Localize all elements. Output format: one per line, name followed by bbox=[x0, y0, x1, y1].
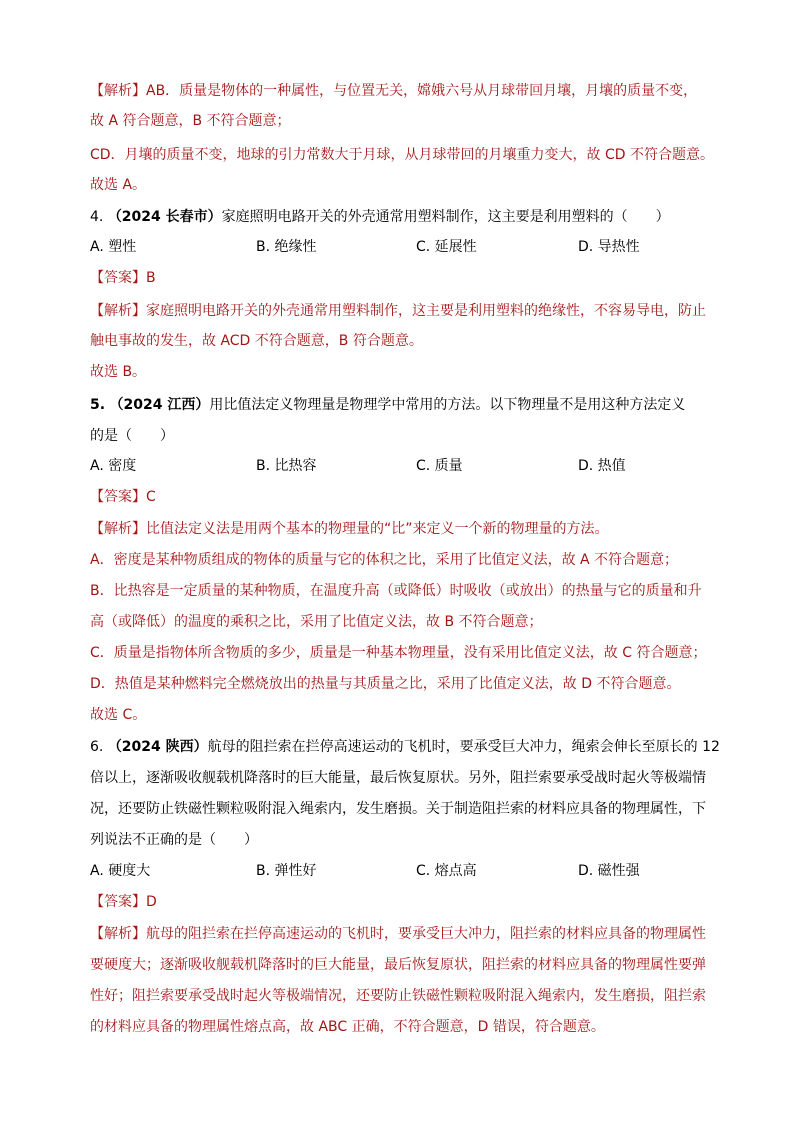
q6-source: （2024 陕西） bbox=[107, 739, 208, 755]
q5-analysis-line-5: C．质量是指物体所含物质的多少，质量是一种基本物理量，没有采用比值定义法，故 C 符合题意； bbox=[90, 645, 707, 661]
q5-option-c: C. 质量 bbox=[416, 458, 463, 474]
q6-analysis-line-1: 【解析】航母的阻拦索在拦停高速运动的飞机时，要承受巨大冲力，阻拦索的材料应具备的物理属性 bbox=[90, 926, 706, 942]
q6-analysis-tag: 【解析】 bbox=[90, 926, 146, 942]
q6-analysis-line-4: 的材料应具备的物理属性熔点高，故 ABC 正确，不符合题意，D 错误，符合题意。 bbox=[90, 1019, 605, 1035]
q6-question-line-2: 倍以上，逐渐吸收舰载机降落时的巨大能量，最后恢复原状。另外，阻拦索要承受战时起火等极端情 bbox=[90, 770, 706, 786]
q4-option-d: D. 导热性 bbox=[578, 239, 640, 255]
q5-option-b: B. 比热容 bbox=[256, 458, 317, 474]
q4-question: 4. （2024 长春市）家庭照明电路开关的外壳通常用塑料制作，这主要是利用塑料的（ ） bbox=[90, 209, 670, 225]
q5-analysis-line-1: 【解析】比值法定义法是用两个基本的物理量的“比”来定义一个新的物理量的方法。 bbox=[90, 521, 609, 537]
q3-conclusion: 故选 A。 bbox=[90, 177, 147, 193]
q4-option-a: A. 塑性 bbox=[90, 239, 137, 255]
q5-analysis-line-6: D．热值是某种燃料完全燃烧放出的热量与其质量之比，采用了比值定义法，故 D 不符合题意。 bbox=[90, 676, 681, 692]
q4-conclusion: 故选 B。 bbox=[90, 364, 147, 380]
q6-question-line-3: 况，还要防止铁磁性颗粒吸附混入绳索内，发生磨损。关于制造阻拦索的材料应具备的物理属性，下 bbox=[90, 801, 706, 817]
q4-answer: 【答案】B bbox=[90, 270, 156, 286]
q6-options bbox=[90, 861, 710, 881]
q6-option-d: D. 磁性强 bbox=[578, 863, 640, 879]
q4-analysis-line-2: 触电事故的发生，故 ACD 不符合题意，B 符合题意。 bbox=[90, 333, 423, 349]
q4-option-b: B. 绝缘性 bbox=[256, 239, 317, 255]
q6-analysis-line-3: 性好；阻拦索要承受战时起火等极端情况，还要防止铁磁性颗粒吸附混入绳索内，发生磨损，阻拦索 bbox=[90, 988, 706, 1004]
q5-analysis-line-2: A．密度是某种物质组成的物体的质量与它的体积之比，采用了比值定义法，故 A 不符合题意； bbox=[90, 552, 679, 568]
q3-analysis-line-3: CD．月壤的质量不变，地球的引力常数大于月球，从月球带回的月壤重力变大，故 CD 不符合题意。 bbox=[90, 147, 715, 163]
q5-analysis-line-4: 高（或降低）的温度的乘积之比，采用了比值定义法，故 B 不符合题意； bbox=[90, 614, 543, 630]
q5-source: （2024 江西） bbox=[109, 397, 210, 413]
q6-question-line-4: 列说法不正确的是（ ） bbox=[90, 832, 258, 848]
q4-analysis-tag: 【解析】 bbox=[90, 303, 146, 319]
q4-analysis-line-1: 【解析】家庭照明电路开关的外壳通常用塑料制作，这主要是利用塑料的绝缘性，不容易导电，防止 bbox=[90, 303, 706, 319]
q5-answer: 【答案】C bbox=[90, 489, 156, 505]
q5-question-line-1: 5. （2024 江西）用比值法定义物理量是物理学中常用的方法。以下物理量不是用这种方法定义 bbox=[90, 397, 686, 413]
q4-source: （2024 长春市） bbox=[107, 209, 222, 225]
q5-question-line-2: 的是（ ） bbox=[90, 428, 174, 444]
q5-option-d: D. 热值 bbox=[578, 458, 626, 474]
q6-option-a: A. 硬度大 bbox=[90, 863, 151, 879]
q6-option-c: C. 熔点高 bbox=[416, 863, 477, 879]
q4-options bbox=[90, 237, 710, 257]
q5-analysis-line-3: B．比热容是一定质量的某种物质，在温度升高（或降低）时吸收（或放出）的热量与它的质量和升 bbox=[90, 583, 702, 599]
q5-option-a: A. 密度 bbox=[90, 458, 137, 474]
q3-analysis-line-1: 【解析】AB．质量是物体的一种属性，与位置无关，嫦娥六号从月球带回月壤，月壤的质量不变， bbox=[90, 83, 698, 99]
q6-question-line-1: 6. （2024 陕西）航母的阻拦索在拦停高速运动的飞机时，要承受巨大冲力，绳索会伸长至原长的 12 bbox=[90, 739, 720, 755]
q6-option-b: B. 弹性好 bbox=[256, 863, 317, 879]
q4-option-c: C. 延展性 bbox=[416, 239, 477, 255]
q5-options bbox=[90, 456, 710, 476]
q6-answer: 【答案】D bbox=[90, 894, 157, 910]
q3-analysis-line-2: 故 A 符合题意，B 不符合题意； bbox=[90, 113, 291, 129]
q5-conclusion: 故选 C。 bbox=[90, 707, 147, 723]
q3-analysis-tag: 【解析】 bbox=[90, 83, 146, 99]
q5-analysis-tag: 【解析】 bbox=[90, 521, 146, 537]
q6-analysis-line-2: 要硬度大；逐渐吸收舰载机降落时的巨大能量，最后恢复原状，阻拦索的材料应具备的物理属性要弹 bbox=[90, 957, 706, 973]
